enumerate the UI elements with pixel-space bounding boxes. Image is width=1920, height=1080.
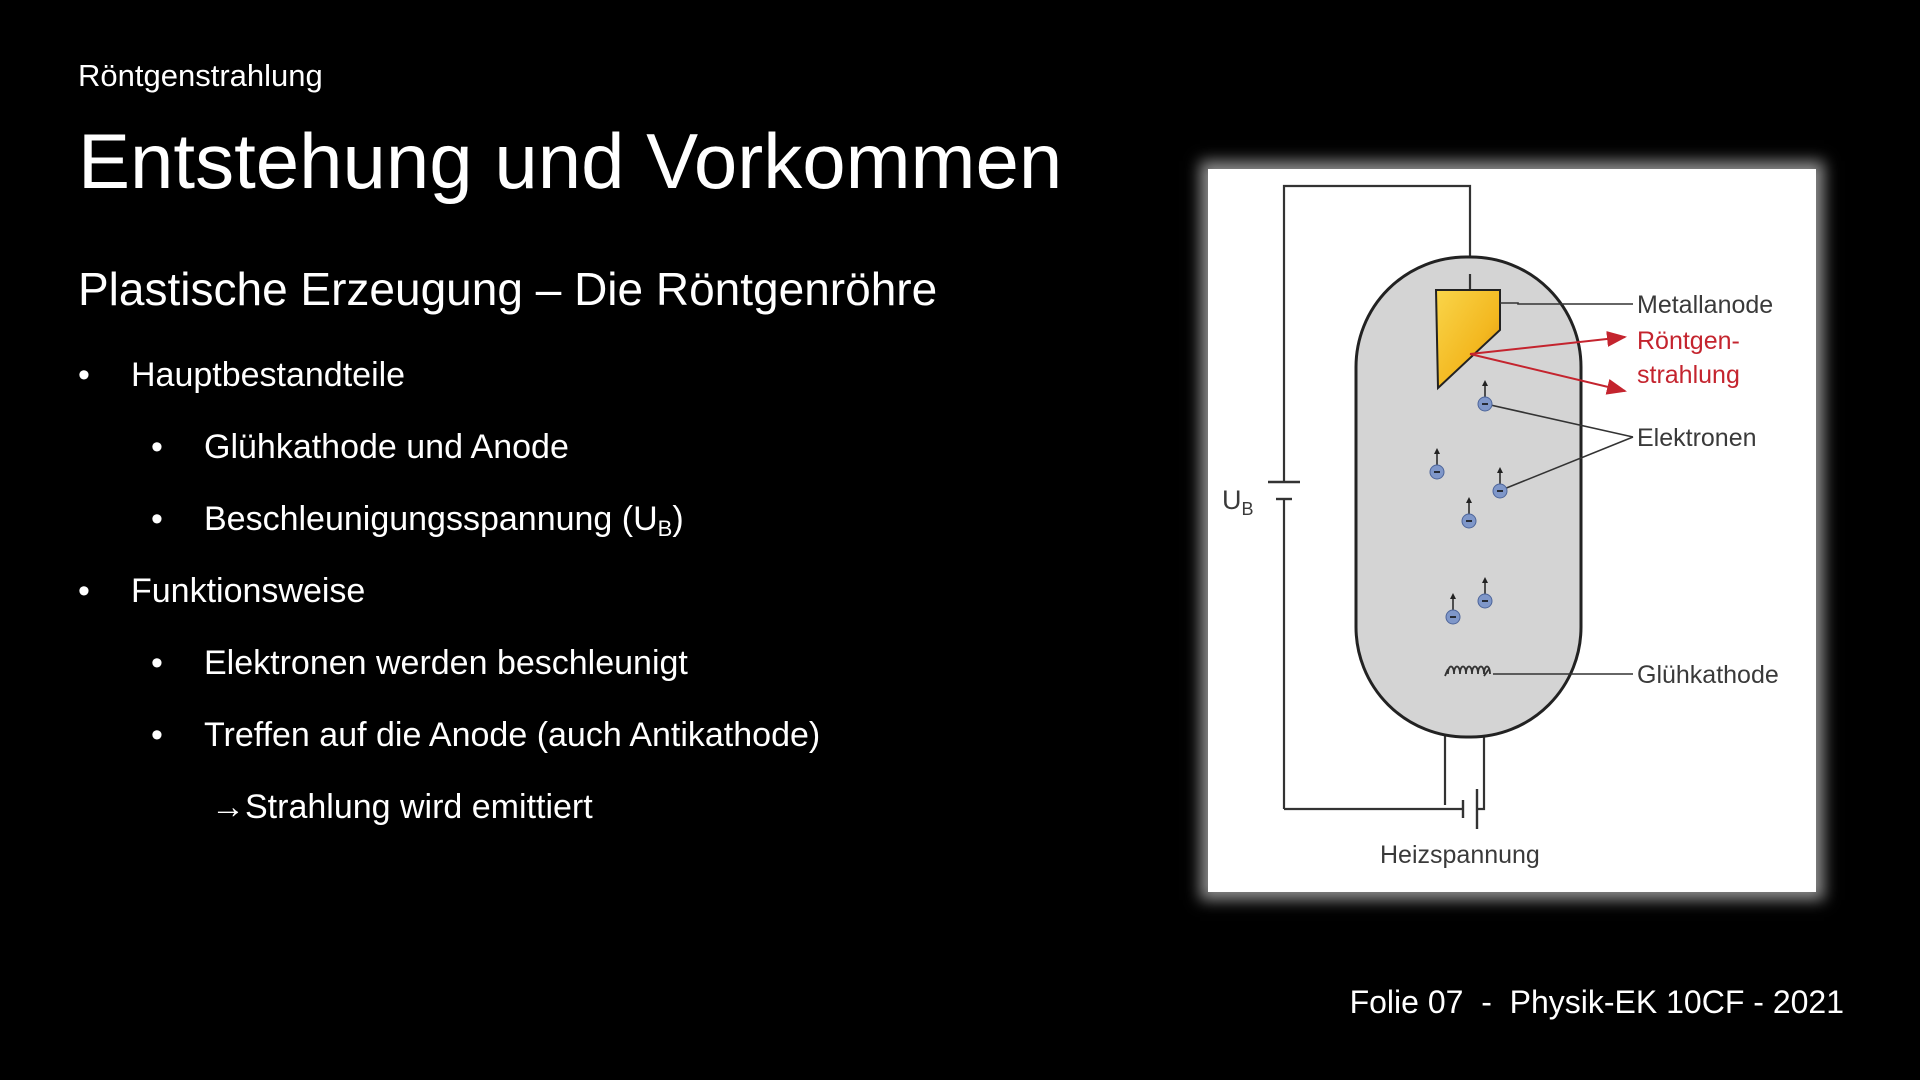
slide-footer: Folie 07 - Physik-EK 10CF - 2021 bbox=[1349, 984, 1844, 1020]
voltage-text: Beschleunigungsspannung (U bbox=[204, 500, 658, 538]
bullet-dot: • bbox=[78, 356, 90, 394]
bullet-text: Hauptbestandteile bbox=[131, 356, 406, 394]
bullet-text: Funktionsweise bbox=[131, 572, 366, 610]
label-metallanode: Metallanode bbox=[1637, 291, 1774, 319]
bullet-dot: • bbox=[151, 500, 163, 538]
label-roentgen-line2: strahlung bbox=[1637, 361, 1740, 389]
bullet-text bbox=[204, 500, 684, 542]
bullet-text: Glühkathode und Anode bbox=[204, 428, 569, 466]
xray-tube-svg bbox=[1208, 169, 1816, 892]
label-ub bbox=[1222, 485, 1254, 519]
label-heizspannung: Heizspannung bbox=[1380, 841, 1540, 869]
bullet-text: →Strahlung wird emittiert bbox=[211, 788, 593, 826]
battery-heating bbox=[1463, 789, 1477, 829]
voltage-paren: ) bbox=[672, 500, 684, 538]
label-ub-main: U bbox=[1222, 485, 1242, 515]
label-elektronen: Elektronen bbox=[1637, 424, 1757, 452]
bullet-text: Elektronen werden beschleunigt bbox=[204, 644, 688, 682]
bullet-dot: • bbox=[151, 716, 163, 754]
xray-tube-diagram bbox=[1208, 169, 1816, 892]
bullet-dot: • bbox=[151, 644, 163, 682]
label-ub-sub: B bbox=[1241, 499, 1254, 519]
slide-topic: Röntgenstrahlung bbox=[78, 58, 323, 93]
label-roentgen-line1: Röntgen- bbox=[1637, 327, 1740, 355]
slide-title: Entstehung und Vorkommen bbox=[78, 117, 1063, 205]
voltage-subscript: B bbox=[657, 516, 673, 541]
bullet-text: Treffen auf die Anode (auch Antikathode) bbox=[204, 716, 821, 754]
bullet-dot: • bbox=[151, 428, 163, 466]
label-gluehkathode: Glühkathode bbox=[1637, 661, 1779, 689]
bullet-dot: • bbox=[78, 572, 90, 610]
slide-subtitle: Plastische Erzeugung – Die Röntgenröhre bbox=[78, 263, 938, 315]
battery-ub bbox=[1268, 482, 1300, 499]
